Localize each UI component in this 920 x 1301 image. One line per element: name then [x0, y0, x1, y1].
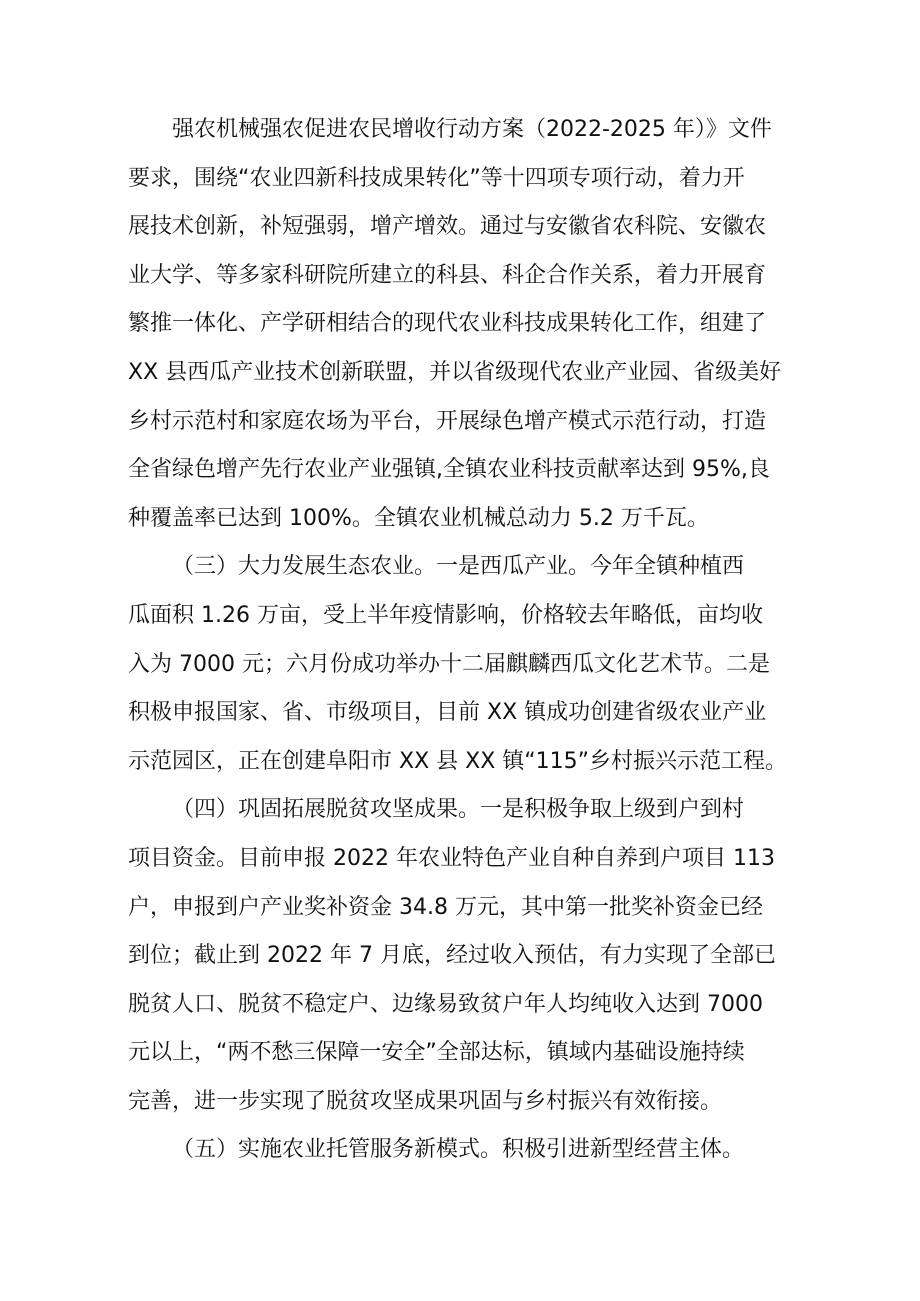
- text-line: 瓜面积 1.26 万亩，受上半年疫情影响，价格较去年略低，亩均收: [128, 602, 763, 628]
- text-line: 脱贫人口、脱贫不稳定户、边缘易致贫户年人均纯收入达到 7000: [128, 991, 763, 1017]
- text-line: 乡村示范村和家庭农场为平台，开展绿色增产模式示范行动，打造: [128, 408, 767, 434]
- text-line: 入为 7000 元；六月份成功举办十二届麒麟西瓜文化艺术节。二是: [128, 651, 770, 677]
- text-line: 业大学、等多家科研院所建立的科县、科企合作关系，着力开展育: [128, 262, 767, 288]
- text-line: 种覆盖率已达到 100%。全镇农业机械总动力 5.2 万千瓦。: [128, 505, 709, 531]
- text-line: 户，申报到户产业奖补资金 34.8 万元，其中第一批奖补资金已经: [128, 894, 763, 920]
- text-line: XX 县西瓜产业技术创新联盟，并以省级现代农业产业园、省级美好: [128, 359, 782, 385]
- text-line: 积极申报国家、省、市级项目，目前 XX 镇成功创建省级农业产业: [128, 700, 767, 726]
- text-line: 元以上，“两不愁三保障一安全”全部达标，镇域内基础设施持续: [128, 1040, 745, 1066]
- text-line: 到位；截止到 2022 年 7 月底，经过收入预估，有力实现了全部已: [128, 943, 776, 969]
- document-body: [128, 106, 808, 1175]
- text-line: 繁推一体化、产学研相结合的现代农业科技成果转化工作，组建了: [128, 311, 767, 337]
- paragraph-heading-4: （四）巩固拓展脱贫攻坚成果。一是积极争取上级到户到村: [172, 797, 745, 823]
- text-line: 完善，进一步实现了脱贫攻坚成果巩固与乡村振兴有效衔接。: [128, 1088, 723, 1114]
- text-line: 全省绿色增产先行农业产业强镇,全镇农业科技贡献率达到 95%,良: [128, 457, 770, 483]
- paragraph-heading-5: （五）实施农业托管服务新模式。积极引进新型经营主体。: [172, 1137, 745, 1163]
- text-line: 要求，围绕“农业四新科技成果转化”等十四项专项行动，着力开: [128, 165, 745, 191]
- text-line: 项目资金。目前申报 2022 年农业特色产业自种自养到户项目 113: [128, 845, 775, 871]
- paragraph-heading-3: （三）大力发展生态农业。一是西瓜产业。今年全镇种植西: [172, 554, 745, 580]
- text-line: 展技术创新，补短强弱，增产增效。通过与安徽省农科院、安徽农: [128, 214, 767, 240]
- text-line: 示范园区，正在创建阜阳市 XX 县 XX 镇“115”乡村振兴示范工程。: [128, 748, 788, 774]
- text-line: 强农机械强农促进农民增收行动方案（2022-2025 年）》文件: [172, 117, 772, 142]
